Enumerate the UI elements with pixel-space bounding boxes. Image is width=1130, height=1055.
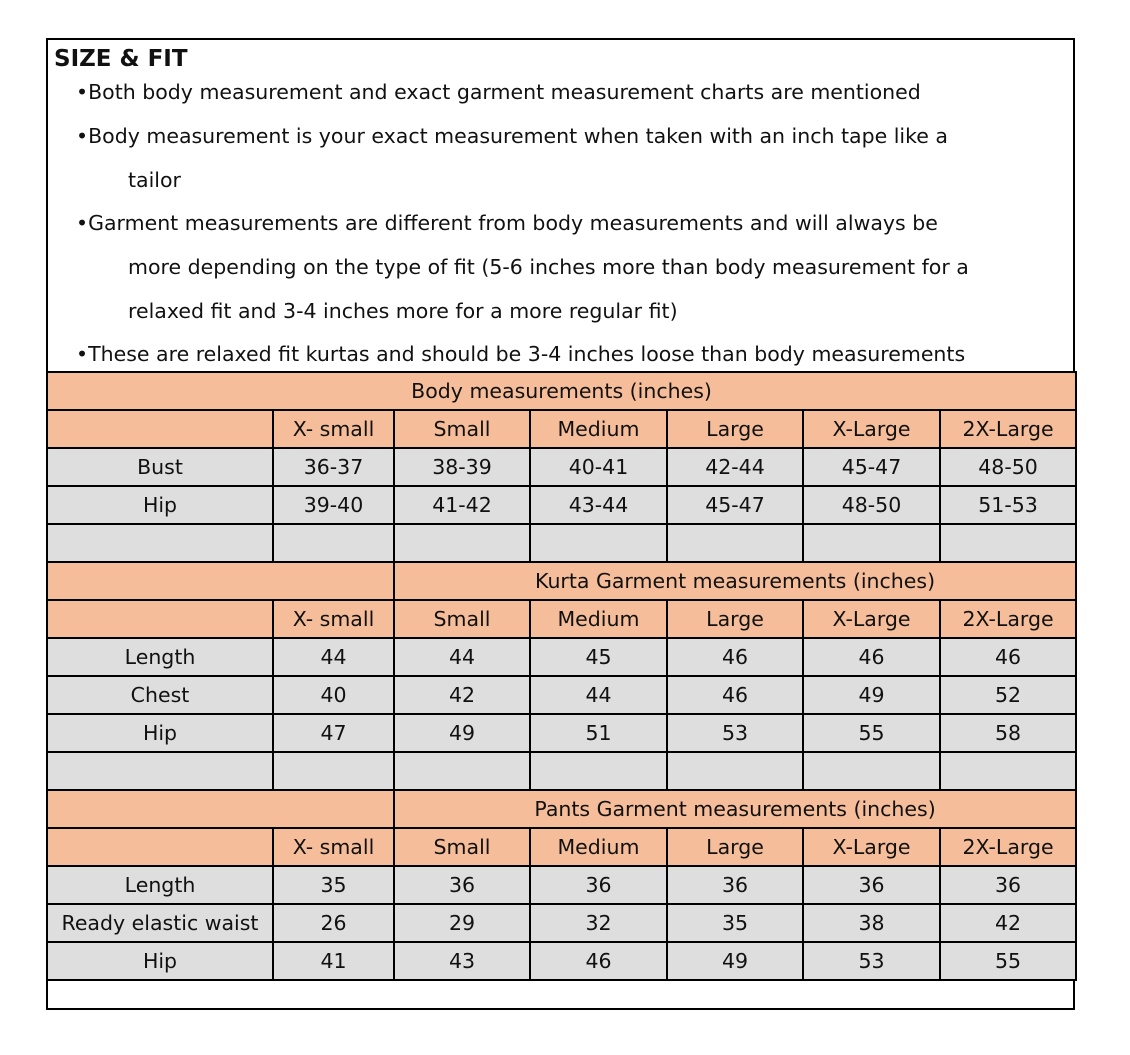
size-header-cell: Medium	[530, 410, 667, 448]
size-header-cell: X- small	[273, 410, 394, 448]
size-header-cell: Large	[667, 828, 803, 866]
value-cell: 49	[667, 942, 803, 980]
value-cell: 44	[530, 676, 667, 714]
page-title: SIZE & FIT	[54, 46, 188, 72]
value-cell: 29	[394, 904, 530, 942]
value-cell: 46	[803, 638, 940, 676]
pants-table-row	[47, 942, 1076, 980]
size-header-cell: Medium	[530, 600, 667, 638]
size-header-cell: Small	[394, 600, 530, 638]
row-label: Length	[47, 866, 273, 904]
size-header-cell: X-Large	[803, 600, 940, 638]
value-cell: 35	[667, 904, 803, 942]
size-header-cell: Medium	[530, 828, 667, 866]
bullet-text: •Body measurement is your exact measurement when taken with an inch tape like a	[76, 124, 948, 148]
section-title: Pants Garment measurements (inches)	[394, 790, 1076, 828]
empty-cell	[530, 524, 667, 562]
value-cell: 58	[940, 714, 1076, 752]
empty-cell	[47, 562, 394, 600]
empty-cell	[47, 524, 273, 562]
row-label: Chest	[47, 676, 273, 714]
value-cell: 32	[530, 904, 667, 942]
value-cell: 26	[273, 904, 394, 942]
empty-cell	[803, 752, 940, 790]
pants-size-header-row	[47, 828, 1076, 866]
body-table-row	[47, 486, 1076, 524]
value-cell: 45-47	[667, 486, 803, 524]
value-cell: 49	[394, 714, 530, 752]
empty-cell	[47, 828, 273, 866]
empty-cell	[273, 524, 394, 562]
empty-cell	[803, 524, 940, 562]
value-cell: 42-44	[667, 448, 803, 486]
size-header-cell: Large	[667, 410, 803, 448]
size-header-cell: 2X-Large	[940, 410, 1076, 448]
value-cell: 40	[273, 676, 394, 714]
size-header-cell: X- small	[273, 600, 394, 638]
value-cell: 49	[803, 676, 940, 714]
bullet-text: more depending on the type of fit (5-6 inches more than body measurement for a	[128, 255, 969, 279]
pants-table-row	[47, 904, 1076, 942]
size-header-cell: Small	[394, 828, 530, 866]
empty-cell	[667, 524, 803, 562]
empty-cell	[47, 752, 273, 790]
body-table-row	[47, 448, 1076, 486]
value-cell: 38-39	[394, 448, 530, 486]
kurta-table-row	[47, 638, 1076, 676]
empty-cell	[47, 790, 394, 828]
empty-cell	[273, 752, 394, 790]
size-fit-card	[46, 38, 1075, 1010]
empty-cell	[530, 752, 667, 790]
value-cell: 46	[940, 638, 1076, 676]
value-cell: 42	[940, 904, 1076, 942]
value-cell: 51	[530, 714, 667, 752]
size-header-cell: X-Large	[803, 410, 940, 448]
bullet-text: tailor	[128, 168, 181, 192]
row-label: Hip	[47, 942, 273, 980]
value-cell: 48-50	[803, 486, 940, 524]
value-cell: 51-53	[940, 486, 1076, 524]
section-title: Body measurements (inches)	[47, 372, 1076, 410]
size-header-cell: Large	[667, 600, 803, 638]
body-size-header-row	[47, 410, 1076, 448]
value-cell: 36	[394, 866, 530, 904]
size-header-cell: 2X-Large	[940, 600, 1076, 638]
kurta-table-row	[47, 676, 1076, 714]
row-label: Ready elastic waist	[47, 904, 273, 942]
value-cell: 55	[940, 942, 1076, 980]
value-cell: 43-44	[530, 486, 667, 524]
value-cell: 41-42	[394, 486, 530, 524]
value-cell: 53	[803, 942, 940, 980]
bullet-text: relaxed fit and 3-4 inches more for a more regular fit)	[128, 299, 678, 323]
empty-cell	[940, 524, 1076, 562]
value-cell: 52	[940, 676, 1076, 714]
value-cell: 36	[667, 866, 803, 904]
row-label: Length	[47, 638, 273, 676]
row-label: Hip	[47, 486, 273, 524]
value-cell: 41	[273, 942, 394, 980]
value-cell: 46	[530, 942, 667, 980]
value-cell: 38	[803, 904, 940, 942]
value-cell: 48-50	[940, 448, 1076, 486]
kurta-size-header-row	[47, 600, 1076, 638]
size-chart-table	[46, 371, 1077, 981]
empty-cell	[47, 410, 273, 448]
value-cell: 44	[394, 638, 530, 676]
value-cell: 39-40	[273, 486, 394, 524]
empty-cell	[940, 752, 1076, 790]
value-cell: 40-41	[530, 448, 667, 486]
bullet-text: •Both body measurement and exact garment measurement charts are mentioned	[76, 80, 921, 104]
value-cell: 46	[667, 676, 803, 714]
value-cell: 42	[394, 676, 530, 714]
size-header-cell: X-Large	[803, 828, 940, 866]
kurta-title-row	[47, 562, 1076, 600]
size-fit-header	[48, 40, 1073, 370]
value-cell: 36	[530, 866, 667, 904]
section-title: Kurta Garment measurements (inches)	[394, 562, 1076, 600]
bullet-text: •Garment measurements are different from body measurements and will always be	[76, 211, 938, 235]
value-cell: 35	[273, 866, 394, 904]
size-header-cell: X- small	[273, 828, 394, 866]
value-cell: 44	[273, 638, 394, 676]
bullet-text: •These are relaxed fit kurtas and should be 3-4 inches loose than body measurements	[76, 342, 966, 366]
value-cell: 55	[803, 714, 940, 752]
empty-cell	[394, 524, 530, 562]
value-cell: 45	[530, 638, 667, 676]
pants-table-row	[47, 866, 1076, 904]
value-cell: 46	[667, 638, 803, 676]
body-title-row	[47, 372, 1076, 410]
value-cell: 36	[940, 866, 1076, 904]
size-header-cell: Small	[394, 410, 530, 448]
pants-title-row	[47, 790, 1076, 828]
empty-cell	[394, 752, 530, 790]
row-label: Bust	[47, 448, 273, 486]
kurta-table-row	[47, 714, 1076, 752]
value-cell: 47	[273, 714, 394, 752]
kurta-spacer-row	[47, 752, 1076, 790]
value-cell: 53	[667, 714, 803, 752]
value-cell: 36-37	[273, 448, 394, 486]
row-label: Hip	[47, 714, 273, 752]
value-cell: 45-47	[803, 448, 940, 486]
value-cell: 43	[394, 942, 530, 980]
size-header-cell: 2X-Large	[940, 828, 1076, 866]
value-cell: 36	[803, 866, 940, 904]
empty-cell	[47, 600, 273, 638]
empty-cell	[667, 752, 803, 790]
body-spacer-row	[47, 524, 1076, 562]
